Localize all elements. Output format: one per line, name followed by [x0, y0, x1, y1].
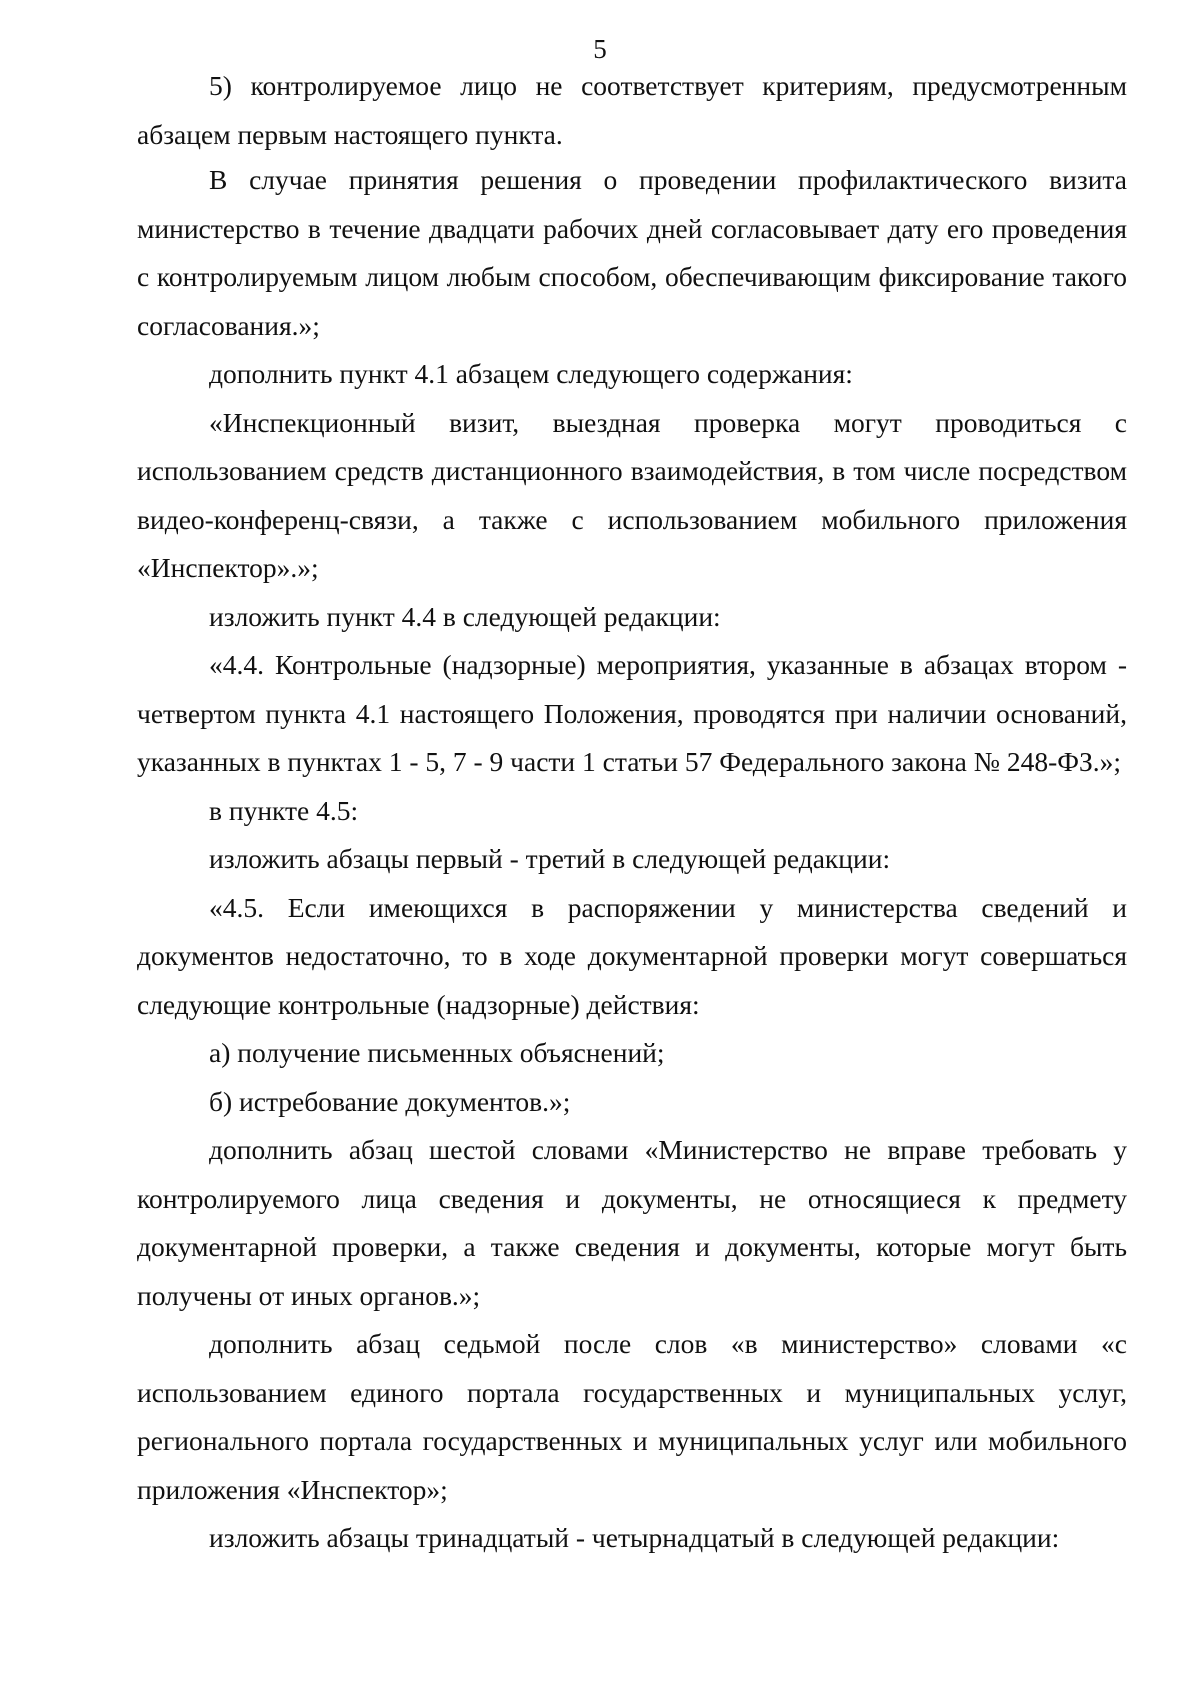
- paragraph: а) получение письменных объяснений;: [209, 1037, 665, 1068]
- document-body: [137, 62, 1127, 1563]
- paragraph: дополнить абзац седьмой после слов «в министерство» словами «с использованием единого портала государственных и муниципальных услуг, регионального портала государственных и муниципальных услуг или мобильного приложения «Инспектор»;: [137, 1328, 1127, 1505]
- paragraph: В случае принятия решения о проведении профилактического визита министерство в течение двадцати рабочих дней согласовывает дату его проведения с контролируемым лицом любым способом, обеспечивающим фиксирование такого согласования.»;: [137, 164, 1127, 341]
- paragraph: дополнить пункт 4.1 абзацем следующего содержания:: [209, 358, 853, 389]
- page-number: 5: [593, 34, 607, 64]
- paragraph: изложить абзацы тринадцатый - четырнадцатый в следующей редакции:: [209, 1522, 1060, 1553]
- paragraph: в пункте 4.5:: [209, 794, 359, 826]
- paragraph: «Инспекционный визит, выездная проверка могут проводиться с использованием средств дистанционного взаимодействия, в том числе посредством видео-конференц-связи, а также с использованием мобильного приложения «Инспектор».»;: [137, 406, 1127, 583]
- paragraph: изложить абзацы первый - третий в следующей редакции:: [209, 843, 891, 874]
- paragraph: дополнить абзац шестой словами «Министерство не вправе требовать у контролируемого лица сведения и документы, не относящиеся к предмету документарной проверки, а также сведения и документы, которые могут быть получены от иных органов.»;: [137, 1134, 1127, 1311]
- paragraph: 5) контролируемое лицо не соответствует критериям, предусмотренным абзацем первым настоящего пункта.: [137, 70, 1127, 150]
- paragraph: б) истребование документов.»;: [209, 1085, 571, 1117]
- paragraph: изложить пункт 4.4 в следующей редакции:: [209, 600, 721, 632]
- paragraph: «4.5. Если имеющихся в распоряжении у министерства сведений и документов недостаточно, то в ходе документарной проверки могут совершаться следующие контрольные (надзорные) действия:: [137, 891, 1127, 1020]
- paragraph: «4.4. Контрольные (надзорные) мероприятия, указанные в абзацах втором - четвертом пункта 4.1 настоящего Положения, проводятся при наличии оснований, указанных в пунктах 1 - 5, 7 - 9 части 1 статьи 57 Федерального закона № 248-ФЗ.»;: [137, 649, 1127, 777]
